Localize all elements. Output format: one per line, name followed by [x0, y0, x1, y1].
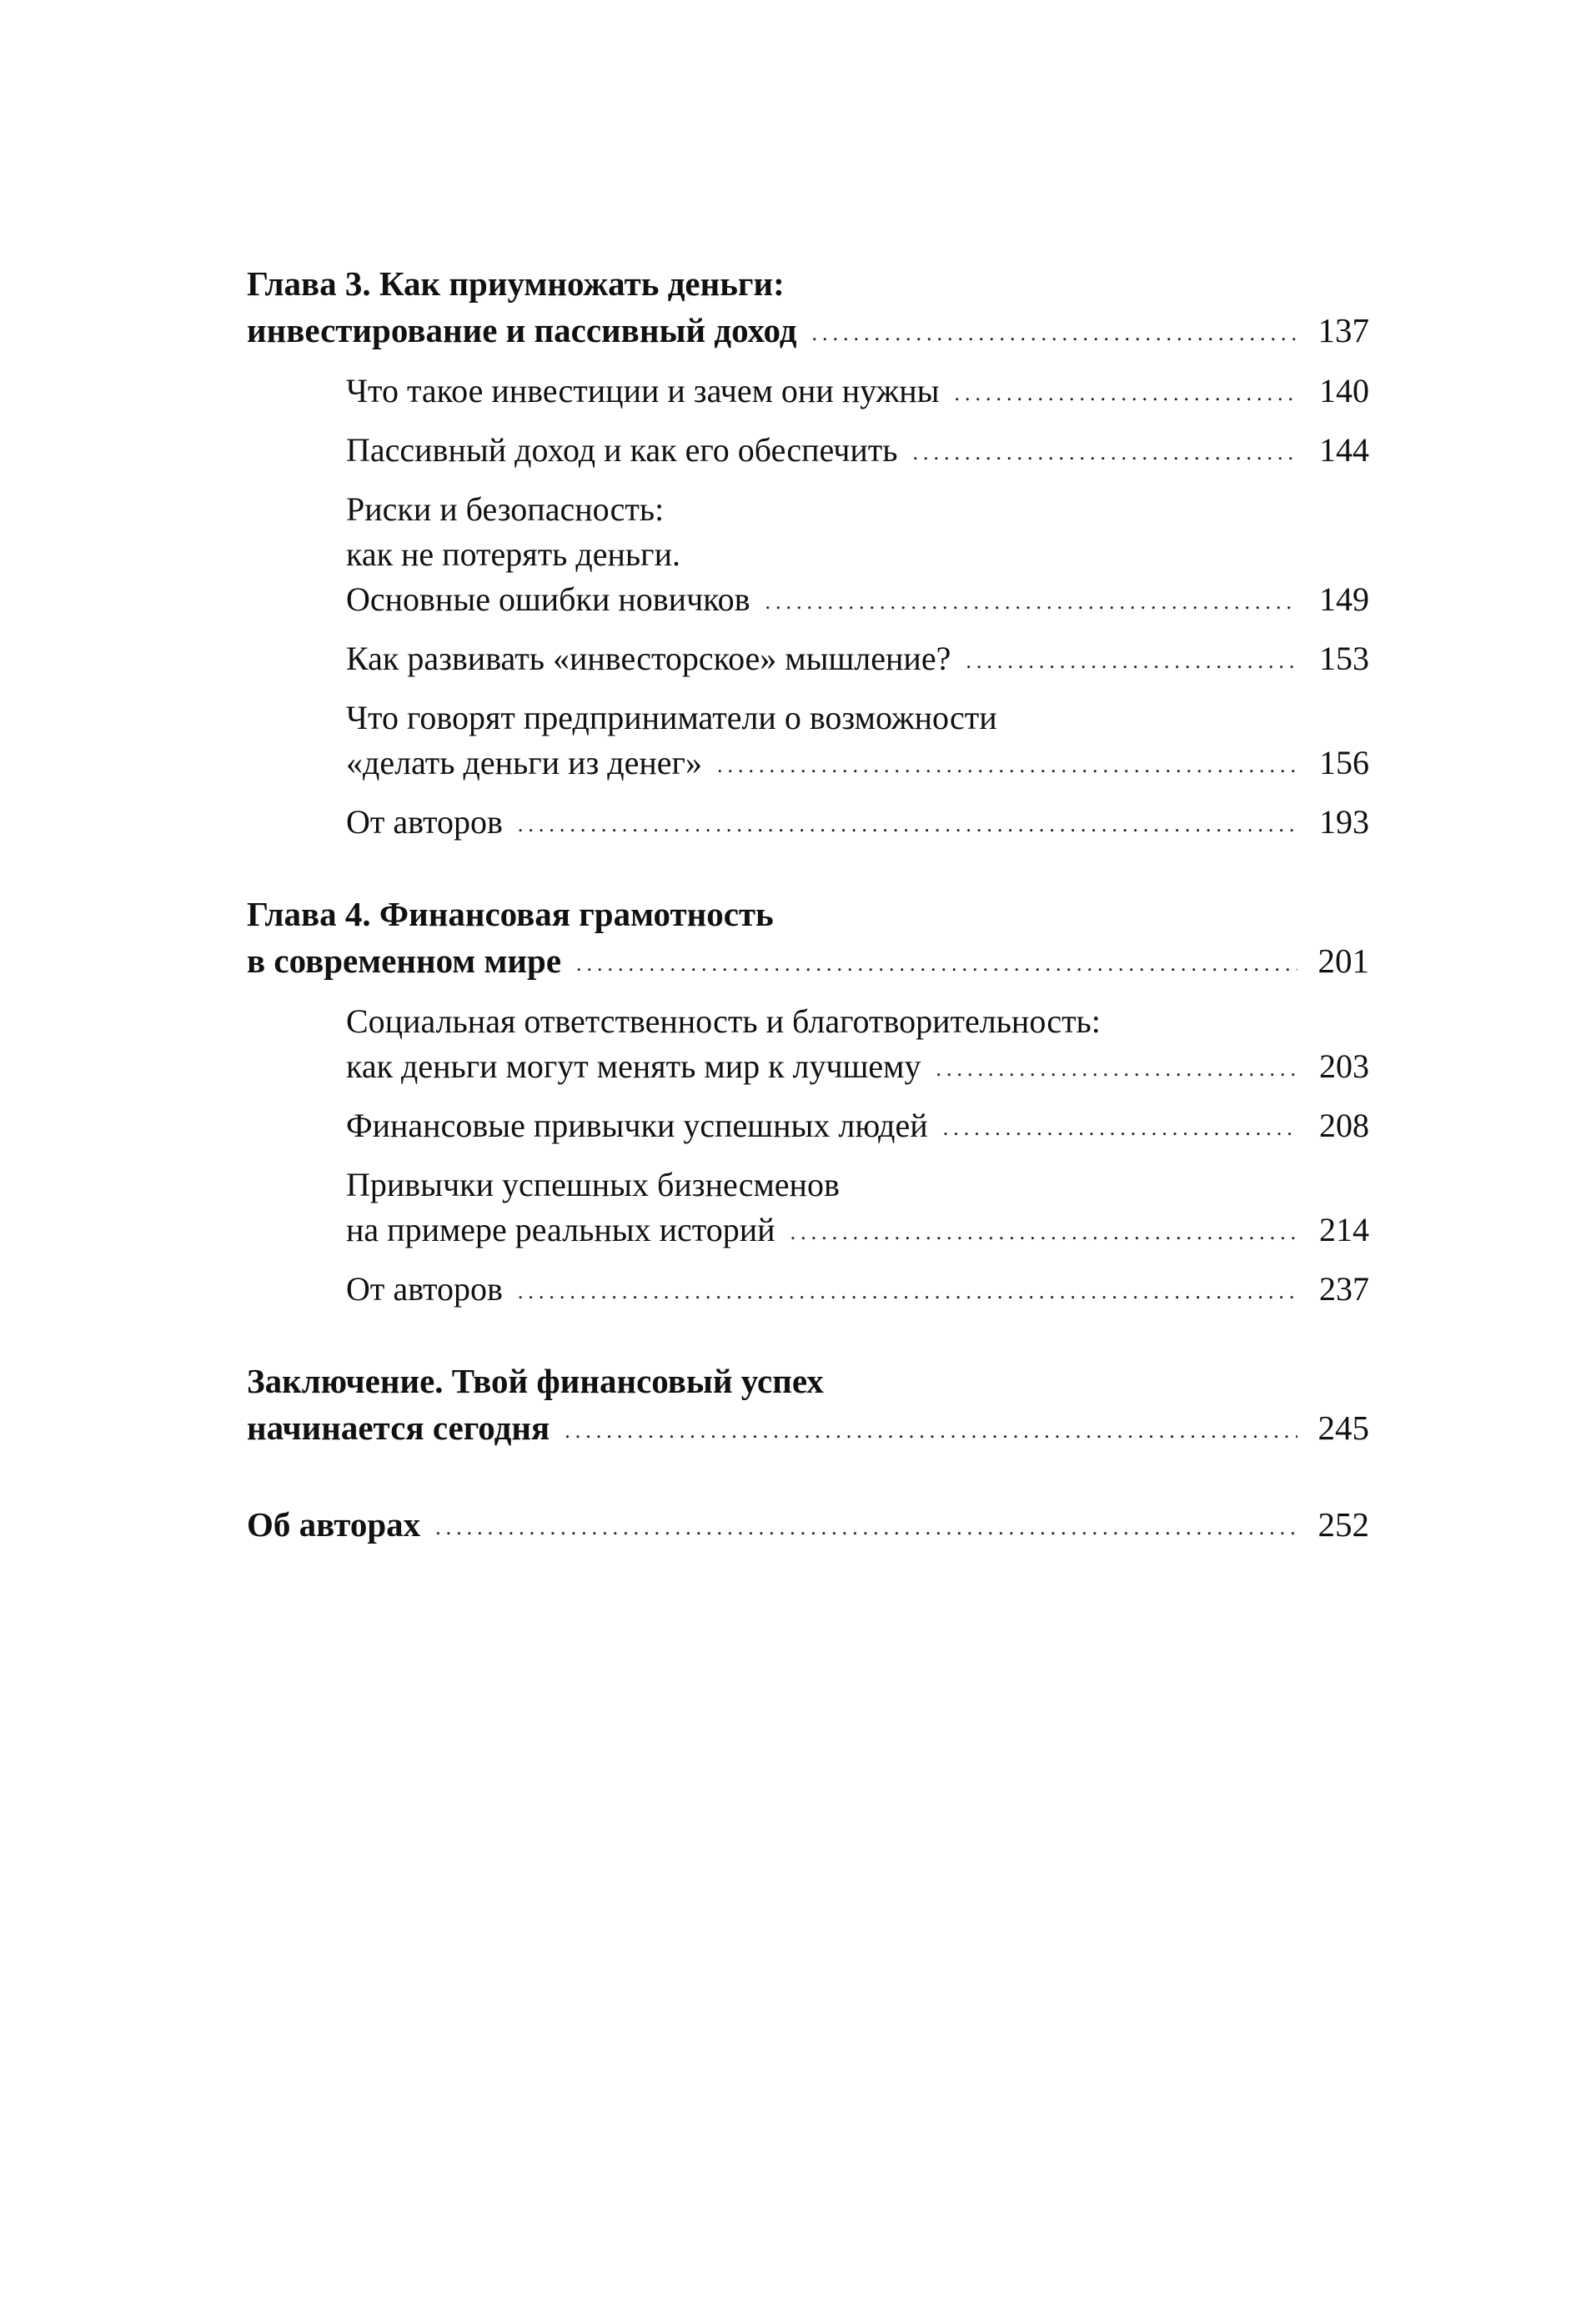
- page-number: 193: [1319, 803, 1369, 841]
- toc-chapter-title: начинается сегодня: [247, 1409, 550, 1447]
- toc-section-line: [346, 1103, 1369, 1152]
- dot-leader: [565, 1408, 1297, 1454]
- dot-leader: [955, 371, 1297, 416]
- dot-leader: [912, 430, 1297, 475]
- spacer: [247, 849, 1369, 891]
- toc-chapter-title: Об авторах: [247, 1505, 421, 1544]
- toc-chapter-3[interactable]: [247, 260, 1369, 359]
- toc-section[interactable]: [346, 1267, 1369, 1316]
- page-number: 153: [1319, 640, 1369, 677]
- toc-section-line: [346, 577, 1369, 626]
- toc-conclusion[interactable]: [247, 1358, 1369, 1456]
- dot-leader: [518, 802, 1297, 847]
- toc-section-line: [346, 999, 1369, 1044]
- page-number: 156: [1319, 744, 1369, 781]
- toc-section[interactable]: [346, 800, 1369, 849]
- toc-section-line: [346, 1267, 1369, 1316]
- dot-leader: [518, 1269, 1297, 1314]
- toc-section-title: Привычки успешных бизнесменов: [346, 1166, 840, 1203]
- toc-section-title: Финансовые привычки успешных людей: [346, 1107, 928, 1144]
- dot-leader: [435, 1504, 1297, 1551]
- page-number: 203: [1319, 1047, 1369, 1085]
- toc-section[interactable]: [346, 428, 1369, 477]
- toc-section-title: Пассивный доход и как его обеспечить: [346, 431, 898, 469]
- page-number: 144: [1319, 431, 1369, 469]
- toc-section-line: [346, 1163, 1369, 1208]
- table-of-contents: [247, 260, 1369, 1553]
- toc-chapter-title: Заключение. Твой финансовый успех: [247, 1362, 824, 1400]
- toc-about-authors[interactable]: [247, 1501, 1369, 1553]
- toc-section-title: как не потерять деньги.: [346, 535, 680, 573]
- toc-chapter-title: инвестирование и пассивный доход: [247, 311, 797, 349]
- dot-leader: [790, 1210, 1297, 1255]
- toc-chapter-title: в современном мире: [247, 942, 562, 980]
- dot-leader: [765, 580, 1297, 625]
- toc-section[interactable]: [346, 369, 1369, 418]
- toc-section-line: [346, 741, 1369, 790]
- spacer: [247, 1456, 1369, 1501]
- dot-leader: [576, 941, 1297, 987]
- toc-section-line: [346, 428, 1369, 477]
- toc-chapter-4[interactable]: [247, 891, 1369, 989]
- toc-section-title: От авторов: [346, 1270, 503, 1308]
- toc-section-line: [346, 532, 1369, 577]
- toc-section-line: [346, 369, 1369, 418]
- toc-chapter-title-line: [247, 937, 1369, 989]
- toc-section-title: Что такое инвестиции и зачем они нужны: [346, 372, 940, 409]
- page-number: 201: [1317, 942, 1369, 980]
- page-number: 214: [1319, 1211, 1369, 1248]
- toc-section-title: Социальная ответственность и благотворительность:: [346, 1002, 1101, 1040]
- dot-leader: [812, 310, 1297, 357]
- page-number: 252: [1317, 1505, 1369, 1544]
- page-number: 237: [1319, 1270, 1369, 1308]
- toc-chapter-title-line: [247, 1404, 1369, 1456]
- toc-section-line: [346, 1208, 1369, 1257]
- dot-leader: [936, 1047, 1297, 1092]
- toc-chapter-title: Глава 4. Финансовая грамотность: [247, 895, 774, 933]
- toc-section-line: [346, 487, 1369, 532]
- toc-section-title: От авторов: [346, 803, 503, 841]
- toc-section-title: «делать деньги из денег»: [346, 744, 702, 781]
- spacer: [247, 1316, 1369, 1358]
- toc-chapter-title-line: [247, 307, 1369, 359]
- toc-chapter-title: Глава 3. Как приумножать деньги:: [247, 264, 785, 303]
- dot-leader: [717, 743, 1297, 788]
- toc-chapter-title-line: [247, 260, 1369, 307]
- toc-section-title: на примере реальных историй: [346, 1211, 775, 1248]
- dot-leader: [966, 639, 1297, 684]
- toc-section[interactable]: [346, 636, 1369, 685]
- page-number: 137: [1317, 311, 1369, 349]
- toc-section-line: [346, 696, 1369, 741]
- toc-section[interactable]: [346, 1103, 1369, 1152]
- page-number: 208: [1319, 1107, 1369, 1144]
- toc-section-title: Основные ошибки новичков: [346, 580, 750, 618]
- page-number: 140: [1319, 372, 1369, 409]
- toc-section-line: [346, 1044, 1369, 1093]
- page-number: 245: [1317, 1409, 1369, 1447]
- page-number: 149: [1319, 580, 1369, 618]
- dot-leader: [943, 1106, 1297, 1151]
- toc-section-title: Что говорят предприниматели о возможности: [346, 699, 997, 736]
- toc-chapter-title-line: [247, 1501, 1369, 1553]
- toc-section-title: Как развивать «инвесторское» мышление?: [346, 640, 951, 677]
- toc-section[interactable]: [346, 1163, 1369, 1257]
- toc-chapter-title-line: [247, 1358, 1369, 1404]
- toc-section[interactable]: [346, 487, 1369, 626]
- toc-section[interactable]: [346, 999, 1369, 1093]
- toc-section-title: Риски и безопасность:: [346, 490, 665, 528]
- toc-section[interactable]: [346, 696, 1369, 790]
- toc-section-title: как деньги могут менять мир к лучшему: [346, 1047, 921, 1085]
- toc-section-line: [346, 636, 1369, 685]
- toc-chapter-title-line: [247, 891, 1369, 937]
- toc-section-line: [346, 800, 1369, 849]
